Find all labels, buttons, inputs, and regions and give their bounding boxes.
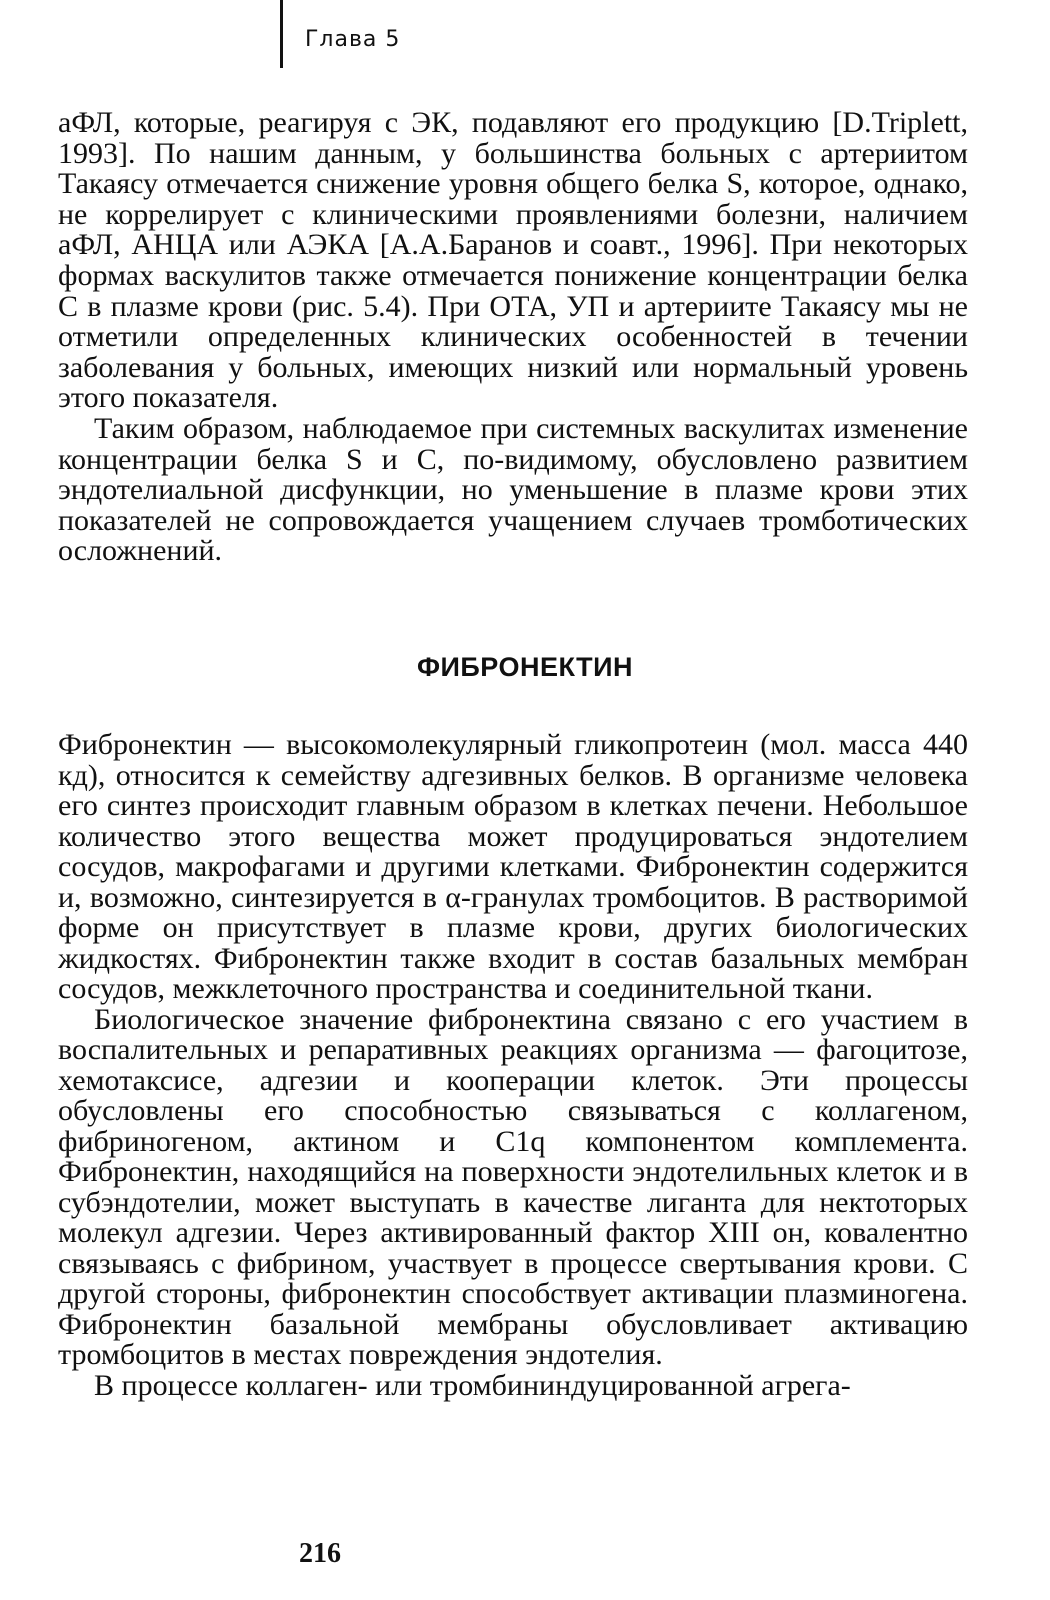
page-number: 216 xyxy=(299,1538,341,1569)
section-body-top xyxy=(58,108,968,567)
chapter-title: Глава 5 xyxy=(305,26,401,52)
paragraph: Таким образом, наблюдаемое при системных васкулитах изменение концентрации белка S и C, по-видимому, обусловлено развитием эндотелиальной дисфункции, но уменьшение в плазме крови этих показателей не сопровождается учащением случаев тромботических осложнений. xyxy=(58,411,968,568)
paragraph: В процессе коллаген- или тромбининдуцированной агрега- xyxy=(94,1368,851,1402)
running-head-rule xyxy=(280,0,283,68)
running-head xyxy=(280,0,400,68)
paragraph: аФЛ, которые, реагируя с ЭК, подавляют его продукцию [D.Triplett, 1993]. По нашим данным, у большинства больных с артериитом Такаясу отмечается снижение уровня общего белка S, которое, однако, не коррелирует с клиническими проявлениями болезни, наличием аФЛ, АНЦА или АЭКА [А.А.Баранов и соавт., 1996]. При некоторых формах васкулитов также отмечается понижение концентрации белка С в плазме крови (рис. 5.4). При ОТА, УП и артериите Такаясу мы не отметили определенных клинических особенностей в течении заболевания у больных, имеющих низкий или нормальный уровень этого показателя. xyxy=(58,106,968,415)
section-body-fibronectin xyxy=(58,730,968,1401)
paragraph: Биологическое значение фибронектина связано с его участием в воспалительных и репаративных реакциях организма — фагоцитозе, хемотаксисе, адгезии и кооперации клеток. Эти процессы обусловлены его способностью связываться с коллагеном, фибриногеном, актином и C1q компонентом комплемента. Фибронектин, находящийся на поверхности эндотелильных клеток и в субэндотелии, может выступать в качестве лиганта для нектоторых молекул адгезии. Через активированный фактор XIII он, ковалентно связываясь с фибрином, участвует в процессе свертывания крови. С другой стороны, фибронектин способствует активации плазминогена. Фибронектин базальной мембраны обусловливает активацию тромбоцитов в местах повреждения эндотелия. xyxy=(58,1002,968,1371)
paragraph: Фибронектин — высокомолекулярный гликопротеин (мол. масса 440 кд), относится к семейству адгезивных белков. В организме человека его синтез происходит главным образом в клетках печени. Небольшое количество этого вещества может продуцироваться эндотелием сосудов, макрофагами и другими клетками. Фибронектин содержится и, возможно, синтезируется в α-гранулах тромбоцитов. В растворимой форме он присутствует в плазме крови, других биологических жидкостях. Фибронектин также входит в состав базальных мембран сосудов, межклеточного пространства и соединительной ткани. xyxy=(58,728,968,1005)
section-heading: ФИБРОНЕКТИН xyxy=(416,652,634,682)
